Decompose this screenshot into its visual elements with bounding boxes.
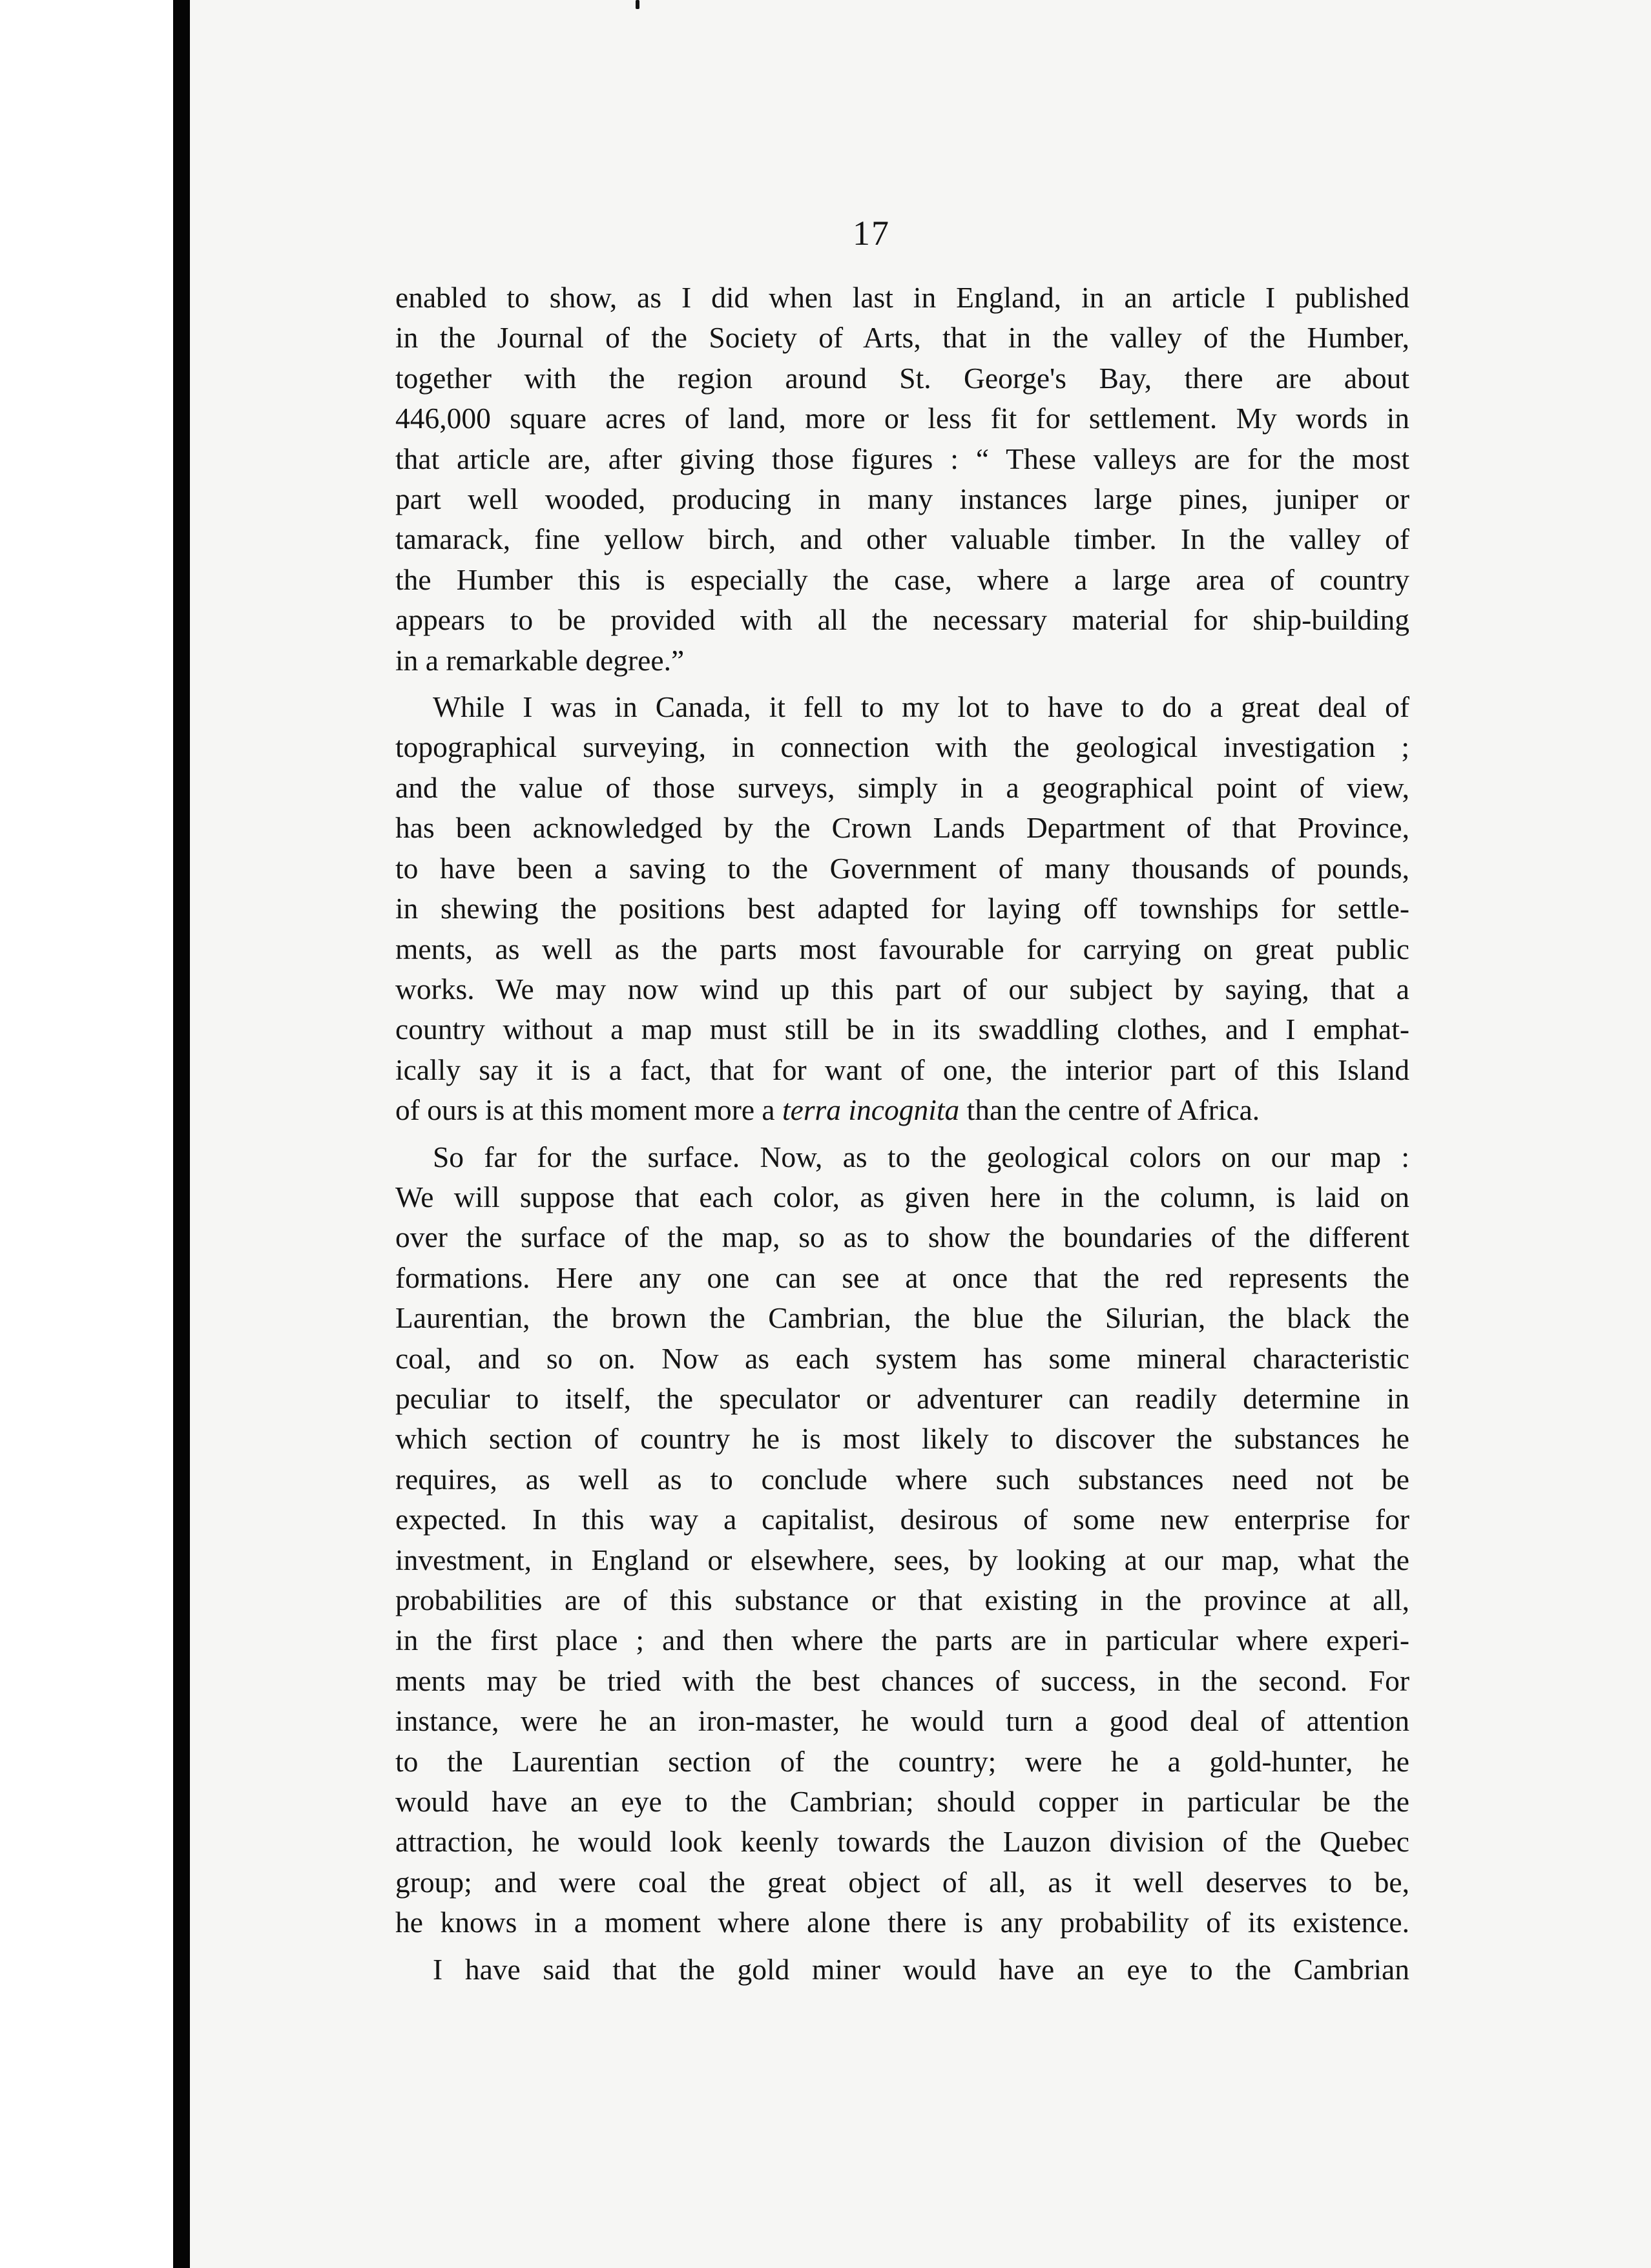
paragraph-4 (395, 1950, 1409, 1990)
text-line: topographical surveying, in connection with the geological investigation ; (395, 730, 1409, 764)
page-number: 17 (853, 214, 890, 253)
text-line: requires, as well as to conclude where such substances need not be (395, 1462, 1409, 1496)
left-page-edge (0, 0, 173, 2268)
text-line: While I was in Canada, it fell to my lot to have to do a great deal of (433, 690, 1409, 724)
italic-phrase: terra incognita (782, 1093, 960, 1127)
text-line: attraction, he would look keenly towards the Lauzon division of the Quebec (395, 1825, 1409, 1859)
scan-mark (636, 0, 639, 9)
text-line: investment, in England or elsewhere, sees, by looking at our map, what the (395, 1543, 1409, 1576)
body-text (395, 278, 1409, 1990)
text-line: ments, as well as the parts most favourable for carrying on great public (395, 932, 1409, 965)
text-line: So far for the surface. Now, as to the geological colors on our map : (433, 1140, 1409, 1173)
text-line: has been acknowledged by the Crown Lands Department of that Province, (395, 811, 1409, 845)
text-line: which section of country he is most likely to discover the substances he (395, 1422, 1409, 1456)
text-line: and the value of those surveys, simply in a geographical point of view, (395, 770, 1409, 804)
text-line: probabilities are of this substance or that existing in the province at all, (395, 1583, 1409, 1616)
text-line: over the surface of the map, so as to show the boundaries of the different (395, 1221, 1409, 1254)
text-line: part well wooded, producing in many instances large pines, juniper or (395, 482, 1409, 516)
text-line: in the first place ; and then where the parts are in particular where experi- (395, 1624, 1409, 1657)
text-run: than the centre of Africa. (959, 1093, 1260, 1127)
text-line: I have said that the gold miner would have an eye to the Cambrian (433, 1952, 1409, 1986)
text-line: ments may be tried with the best chances of success, in the second. For (395, 1664, 1409, 1697)
text-line: instance, were he an iron-master, he would turn a good deal of attention (395, 1704, 1409, 1738)
text-line: that article are, after giving those figures : “ These valleys are for the most (395, 442, 1409, 475)
text-line: tamarack, fine yellow birch, and other valuable timber. In the valley of (395, 522, 1409, 556)
text-line: appears to be provided with all the necessary material for ship-building (395, 603, 1409, 637)
text-line: he knows in a moment where alone there is any probability of its existence. (395, 1906, 1409, 1939)
text-line: would have an eye to the Cambrian; should copper in particular be the (395, 1785, 1409, 1819)
text-line: formations. Here any one can see at once that the red represents the (395, 1261, 1409, 1294)
text-line: works. We may now wind up this part of our subject by saying, that a (395, 972, 1409, 1005)
text-line: country without a map must still be in its swaddling clothes, and I emphat- (395, 1013, 1409, 1046)
paragraph-3 (395, 1137, 1409, 1943)
text-line: coal, and so on. Now as each system has some mineral characteristic (395, 1341, 1409, 1375)
book-spine (173, 0, 190, 2268)
paragraph-1 (395, 278, 1409, 681)
text-line: group; and were coal the great object of all, as it well deserves to be, (395, 1865, 1409, 1899)
text-line: together with the region around St. George's Bay, there are about (395, 361, 1409, 395)
text-line: in the Journal of the Society of Arts, that in the valley of the Humber, (395, 321, 1409, 355)
text-run: of ours is at this moment more a (395, 1093, 782, 1127)
text-line: ically say it is a fact, that for want of one, the interior part of this Island (395, 1053, 1409, 1086)
text-line: enabled to show, as I did when last in England, in an article I published (395, 281, 1409, 314)
text-line: in a remarkable degree.” (395, 643, 685, 677)
text-line: We will suppose that each color, as given here in the column, is laid on (395, 1180, 1409, 1213)
text-line: peculiar to itself, the speculator or adventurer can readily determine in (395, 1381, 1409, 1415)
text-line-with-italic (395, 1090, 1409, 1130)
paragraph-2 (395, 687, 1409, 1130)
text-line: to the Laurentian section of the country; were he a gold-hunter, he (395, 1744, 1409, 1778)
text-line: in shewing the positions best adapted for laying off townships for settle- (395, 892, 1409, 925)
text-line: Laurentian, the brown the Cambrian, the blue the Silurian, the black the (395, 1301, 1409, 1335)
text-line: the Humber this is especially the case, where a large area of country (395, 562, 1409, 596)
text-line: to have been a saving to the Government of many thousands of pounds, (395, 851, 1409, 885)
text-line: 446,000 square acres of land, more or less fit for settlement. My words in (395, 402, 1409, 435)
text-line: expected. In this way a capitalist, desirous of some new enterprise for (395, 1503, 1409, 1536)
